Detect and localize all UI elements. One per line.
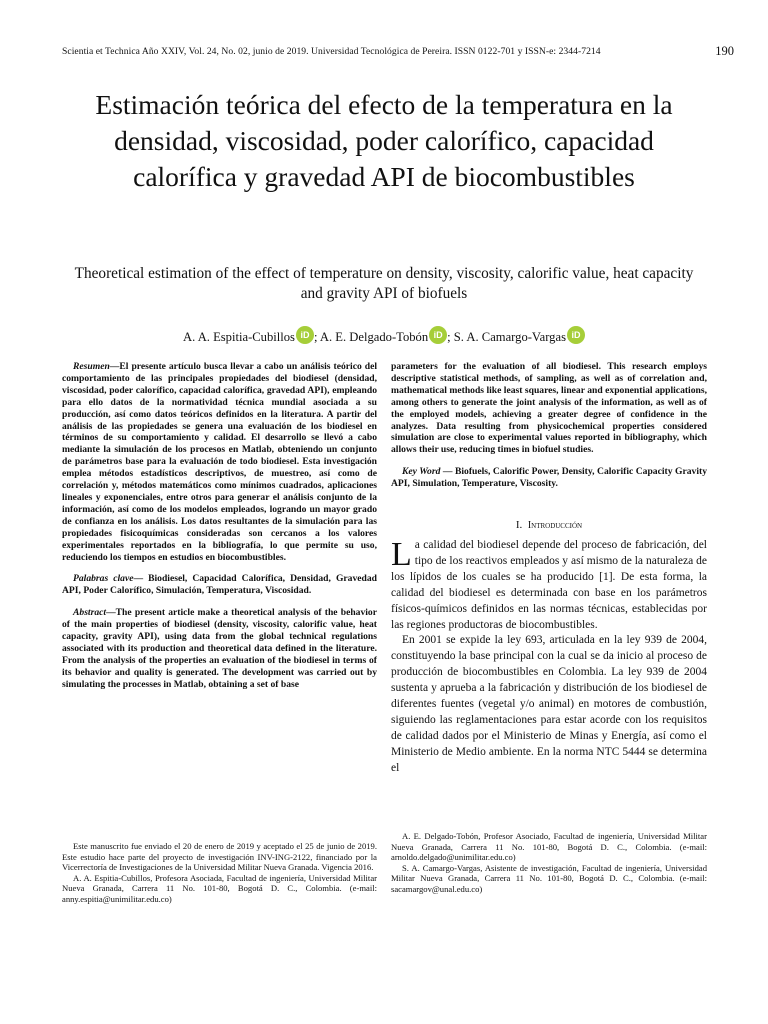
section-title: Introducción [527, 520, 583, 532]
paper-subtitle-english: Theoretical estimation of the effect of temperature on density, viscosity, calorific value, heat capacity and gravity API of biofuels [74, 265, 694, 302]
palabras-clave-paragraph [62, 573, 377, 597]
footnote-author-1: A. A. Espitia-Cubillos, Profesora Asociada, Facultad de ingeniería, Universidad Militar Nueva Granada, Carrera 11 No. 101-80, Bogotá D. C., Colombia. (e-mail: anny.espitia@unimilitar.edu.co) [62, 872, 377, 904]
author-name: ; A. E. Delgado-Tobón [313, 330, 429, 344]
author-list [0, 326, 768, 346]
keywords-text: — Biofuels, Calorific Power, Density, Calorific Capacity Gravity API, Simulation, Temperature, Viscosity. [391, 466, 707, 490]
footnotes-right [391, 831, 707, 895]
section-numeral: I. [515, 519, 523, 532]
abstract-label: Abstract [73, 607, 107, 619]
palabras-clave-label: Palabras clave [73, 573, 134, 585]
resumen-label: Resumen [73, 361, 110, 372]
page-number: 190 [715, 44, 734, 58]
orcid-icon[interactable]: iD [567, 326, 585, 344]
footnote-author-3: S. A. Camargo-Vargas, Asistente de investigación, Facultad de ingeniería, Universidad Militar Nueva Granada, Carrera 11 No. 101-80, Bogotá D. C., Colombia. (e-mail: sacamargov@unal.edu.co) [391, 862, 707, 894]
author-name: A. A. Espitia-Cubillos [183, 330, 295, 344]
drop-cap: L [391, 535, 412, 573]
footnotes-left [62, 841, 377, 905]
intro-paragraph-2: En 2001 se expide la ley 693, articulada en la ley 939 de 2004, constituyendo la base principal con la cual se da inicio al proceso de producción de biocombustibles en Colombia. La ley 939 de 2004 sustenta y aprueba a la fabricación y distribución de los biodiesel de diferentes fuentes (vegetal y/o animal) en motores de combustión, siguiendo las reglamentaciones para estar acorde con los requisitos de calidad dados por el Ministerio de Minas y Energía, así como el Ministerio de Medio ambiente. En la norma NTC 5444 se determina el [391, 634, 707, 774]
paper-title: Estimación teórica del efecto de la temperatura en la densidad, viscosidad, poder calorífico, capacidad calorífica y gravedad API de biocombustibles [95, 89, 673, 192]
footnote-manuscript: Este manuscrito fue enviado el 20 de enero de 2019 y aceptado el 25 de junio de 2019. Este estudio hace parte del proyecto de investigación INV-ING-2122, financiado por la Vicerrectoría de Investigaciones de la Universidad Militar Nueva Granada. Vigencia 2016. [62, 841, 377, 873]
keywords-paragraph [391, 466, 707, 490]
palabras-clave-text: — Biodiesel, Capacidad Calorífica, Densidad, Gravedad API, Poder Calorífico, Simulación, Temperatura, Viscosidad. [62, 573, 377, 597]
abstract-text: —The present article make a theoretical analysis of the behavior of the main properties of biodiesel (density, viscosity, calorific value, heat capacity, gravity API), using data from the global technical regulations associated with its production and theoretical data defined in the literature. From the analysis of the properties an evaluation of the biodiesel in terms of its behavior and quality is generated. The development was carried out by simulating the processes in Matlab, obtaining a set of base [62, 607, 377, 690]
orcid-icon[interactable]: iD [429, 326, 447, 344]
author-name: ; S. A. Camargo-Vargas [447, 330, 566, 344]
footnote-author-2: A. E. Delgado-Tobón, Profesor Asociado, Facultad de ingeniería, Universidad Militar Nueva Granada, Carrera 11 No. 101-80, Bogotá D. C., Colombia. (e-mail: arnoldo.delgado@unimilitar.edu.co) [391, 831, 707, 863]
section-heading-introduction [391, 520, 707, 532]
left-column [62, 361, 377, 691]
resumen-paragraph [62, 361, 377, 563]
right-column [391, 361, 707, 777]
intro-paragraph-1 [391, 535, 707, 633]
orcid-icon[interactable]: iD [296, 326, 314, 344]
intro-paragraph-1-text: a calidad del biodiesel depende del proceso de fabricación, del tipo de los reactivos empleados y así mismo de la naturaleza de los lípidos de los cuales se ha producido [1]. De esta forma, la calidad del biodiesel es determinada con base en los parámetros físicos-químicos definidos en las normas técnicas, establecidas por las regiones productoras de biocombustibles. [391, 538, 707, 631]
resumen-text: —El presente artículo busca llevar a cabo un análisis teórico del comportamiento de las principales propiedades del biodiesel (densidad, viscosidad, poder calorífico, capacidad calorífica, gravedad API), empleando para ello datos de la normatividad técnica mundial asociada a su producción, así como datos teóricos definidos en la literatura. A partir del análisis de las propiedades se genera una evaluación de los biodiesel en términos de su comportamiento y calidad. El desarrollo se llevó a cabo mediante la simulación de los procesos en Matlab, obteniendo un conjunto de parámetros base para la evaluación de todo biodiesel. Esta investigación emplea métodos estadísticos descriptivos, de muestreo, así como de correlación y, métodos matemáticos como mínimos cuadrados, aplicaciones lineales y exponenciales, entre otros para generar el análisis conjunto de la información, así como de los modelos empleados, logrando un mayor grado de confianza en los análisis. Los datos resultantes de la simulación para las propiedades fisicoquímicas consideradas son cercanos a los valores experimentales reportados en la bibliografía, lo que permite su uso, reduciendo los tiempos en estudios en biocombustibles. [62, 361, 377, 563]
keywords-label: Key Word [402, 466, 441, 478]
abstract-continuation: parameters for the evaluation of all biodiesel. This research employs descriptive statistical methods, of sampling, as well as of correlation and, mathematical methods like least squares, linear and exponential applications, among others to generate the joint analysis of the information, as well as of the employed models, achieving a greater degree of confidence in the analyzes. Data resulting from physicochemical properties considered simulation are close to experimental values reported in bibliography, which allows their use, reducing times in biofuel studies. [391, 361, 707, 456]
abstract-paragraph [62, 607, 377, 690]
journal-header: Scientia et Technica Año XXIV, Vol. 24, No. 02, junio de 2019. Universidad Tecnológica de Pereira. ISSN 0122-701 y ISSN-e: 2344-7214 [62, 46, 601, 57]
